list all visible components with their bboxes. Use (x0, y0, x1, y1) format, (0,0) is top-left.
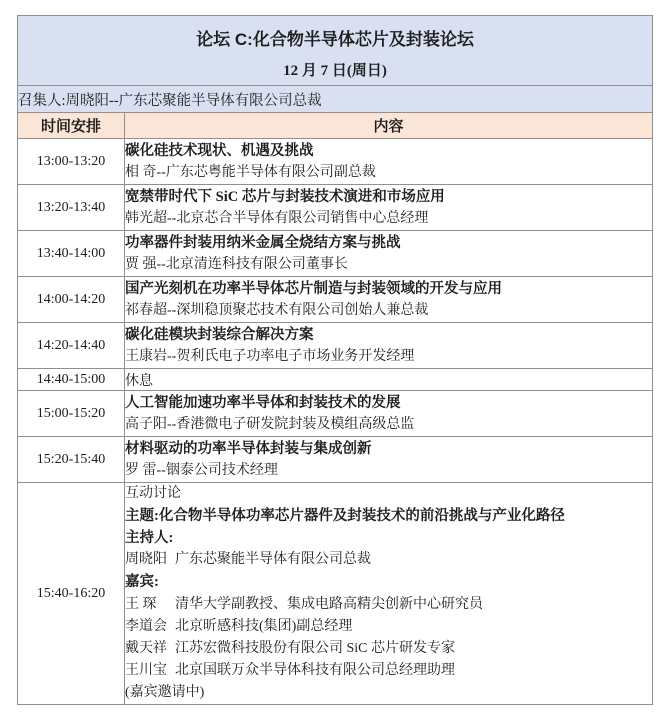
column-header-row (18, 113, 653, 139)
session-title: 功率器件封装用纳米金属全烧结方案与挑战 (125, 235, 401, 251)
session-speaker: 贾 强--北京清连科技有限公司董事长 (125, 257, 348, 272)
forum-agenda-table (17, 15, 653, 705)
guest-desc: 北京国联万众半导体科技有限公司总经理助理 (175, 662, 455, 678)
guest-name: 王川宝 (125, 662, 167, 678)
guest-line (125, 638, 652, 660)
forum-header-cell (18, 16, 653, 86)
session-speaker: 高子阳--香港微电子研发院封装及模组高级总监 (125, 417, 415, 432)
session-title: 国产光刻机在功率半导体芯片制造与封装领域的开发与应用 (125, 281, 502, 297)
moderator-line (125, 549, 652, 571)
guest-name: 王 琛 (125, 596, 157, 612)
session-speaker: 祁春超--深圳稳顶聚芯技术有限公司创始人兼总裁 (125, 303, 429, 318)
session-content (125, 323, 653, 369)
session-title: 人工智能加速功率半导体和封装技术的发展 (125, 395, 401, 411)
session-time: 13:40-14:00 (18, 231, 125, 277)
moderator-label: 主持人: (125, 530, 174, 547)
session-row (18, 277, 653, 323)
guest-name: 李道会 (125, 618, 167, 634)
discussion-row (18, 483, 653, 705)
moderator-desc: 广东芯聚能半导体有限公司总裁 (175, 552, 371, 568)
session-title: 宽禁带时代下 SiC 芯片与封装技术演进和市场应用 (125, 189, 445, 205)
session-title: 材料驱动的功率半导体封装与集成创新 (125, 441, 372, 457)
session-time: 14:00-14:20 (18, 277, 125, 323)
break-label: 休息 (125, 369, 653, 391)
discussion-topic: 主题:化合物半导体功率芯片器件及封装技术的前沿挑战与产业化路径 (125, 508, 565, 525)
session-row (18, 231, 653, 277)
forum-header-row (18, 16, 653, 86)
session-row (18, 185, 653, 231)
guest-line (125, 594, 652, 616)
session-title: 碳化硅模块封装综合解决方案 (125, 327, 314, 343)
session-content (125, 185, 653, 231)
session-content (125, 277, 653, 323)
session-content (125, 139, 653, 185)
guest-line (125, 660, 652, 682)
moderator-name: 周晓阳 (125, 552, 167, 568)
guest-desc: 清华大学副教授、集成电路高精尖创新中心研究员 (175, 596, 483, 612)
session-speaker: 相 奇--广东芯粤能半导体有限公司副总裁 (125, 165, 376, 180)
convener-text: 召集人:周晓阳--广东芯聚能半导体有限公司总裁 (18, 86, 653, 113)
forum-title: 论坛 C:化合物半导体芯片及封装论坛 (196, 29, 474, 49)
guest-desc: 北京昕感科技(集团)副总经理 (175, 618, 353, 634)
break-time: 14:40-15:00 (18, 369, 125, 391)
session-title: 碳化硅技术现状、机遇及挑战 (125, 143, 314, 159)
break-row (18, 369, 653, 391)
discussion-heading: 互动讨论 (125, 486, 181, 502)
discussion-time: 15:40-16:20 (18, 483, 125, 705)
guest-name: 戴天祥 (125, 640, 167, 656)
discussion-content (125, 483, 653, 705)
guest-desc: 江苏宏微科技股份有限公司 SiC 芯片研发专家 (175, 640, 456, 656)
session-time: 13:20-13:40 (18, 185, 125, 231)
forum-date: 12 月 7 日(周日) (283, 62, 387, 79)
session-speaker: 罗 雷--铟泰公司技术经理 (125, 463, 278, 478)
session-time: 13:00-13:20 (18, 139, 125, 185)
column-header-content: 内容 (125, 113, 653, 139)
session-time: 15:20-15:40 (18, 437, 125, 483)
convener-row (18, 86, 653, 113)
session-time: 15:00-15:20 (18, 391, 125, 437)
session-speaker: 王康岩--贺利氏电子功率电子市场业务开发经理 (125, 349, 415, 364)
session-row (18, 139, 653, 185)
session-row (18, 323, 653, 369)
guest-line (125, 616, 652, 638)
session-row (18, 437, 653, 483)
session-content (125, 391, 653, 437)
session-content (125, 231, 653, 277)
session-content (125, 437, 653, 483)
session-row (18, 391, 653, 437)
session-time: 14:20-14:40 (18, 323, 125, 369)
guests-label: 嘉宾: (125, 574, 159, 591)
column-header-time: 时间安排 (18, 113, 125, 139)
session-speaker: 韩光超--北京芯合半导体有限公司销售中心总经理 (125, 211, 429, 226)
discussion-note: (嘉宾邀请中) (125, 684, 205, 700)
